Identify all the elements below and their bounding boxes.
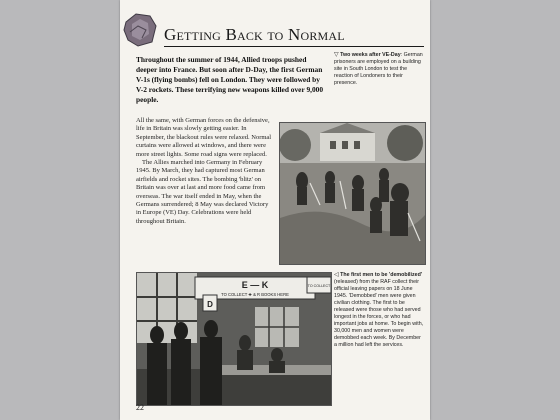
caption-top-text: : German prisoners are employed on a building site in South London to test the reaction of Londoners to their presence. bbox=[334, 52, 423, 86]
title-rule bbox=[164, 46, 424, 47]
caption-bottom-marker-icon: ◁ bbox=[334, 272, 339, 278]
caption-top-lead: Two weeks after VE-Day bbox=[340, 52, 401, 58]
sign-letters: E — K bbox=[241, 280, 269, 290]
caption-top bbox=[334, 52, 424, 87]
stone-emblem-icon bbox=[122, 12, 158, 48]
caption-bottom bbox=[334, 272, 424, 349]
sign-left-letter: D bbox=[207, 300, 213, 309]
intro-paragraph: Throughout the summer of 1944, Allied troops pushed deeper into France. But soon after D-Day, the first German V-1s (flying bombs) fell on London. They were followed by V-2 rockets. These terrifying new weapons killed over 9,000 people. bbox=[136, 55, 324, 104]
body-paragraph-1: All the same, with German forces on the defensive, life in Britain was slowly getting easier. In September, the blackout rules were relaxed. Normal curtains were allowed at windows, and there were more street lights. Some road signs were replaced. bbox=[136, 117, 272, 158]
page-title: Getting Back to Normal bbox=[164, 25, 345, 44]
book-page bbox=[120, 0, 430, 420]
body-paragraph-2: The Allies marched into Germany in February 1945. By March, they had captured most German airfields and rocket sites. The bombing 'blitz' on Britain was over at last and more food came from overseas. The war itself ended in May, when the Germans surrendered; 8 May was declared Victory in Europe (VE) Day. Celebrations were held throughout Britain. bbox=[136, 159, 269, 225]
photo-demobilized-men bbox=[136, 272, 332, 406]
page-number: 22 bbox=[136, 403, 144, 412]
sign-right-text: TO COLLECT bbox=[307, 284, 331, 288]
caption-top-marker-icon: ▽ bbox=[334, 52, 339, 58]
caption-bottom-text: (released) from the RAF collect their official leaving papers on 18 June 1945. 'Demobbed' men were given civilian clothing. The first to be released were those who had served longest in the forces, or who had important jobs at home. To begin with, 30,000 men and women were demobbed each week. By December a million had left the services. bbox=[334, 279, 424, 348]
body-text bbox=[136, 117, 272, 226]
caption-bottom-lead: The first men to be 'demobilized' bbox=[340, 272, 423, 278]
photo-prisoners-building-site bbox=[279, 122, 426, 265]
sign-line: TO COLLECT ✚ & R BOOKS HERE bbox=[221, 292, 289, 297]
